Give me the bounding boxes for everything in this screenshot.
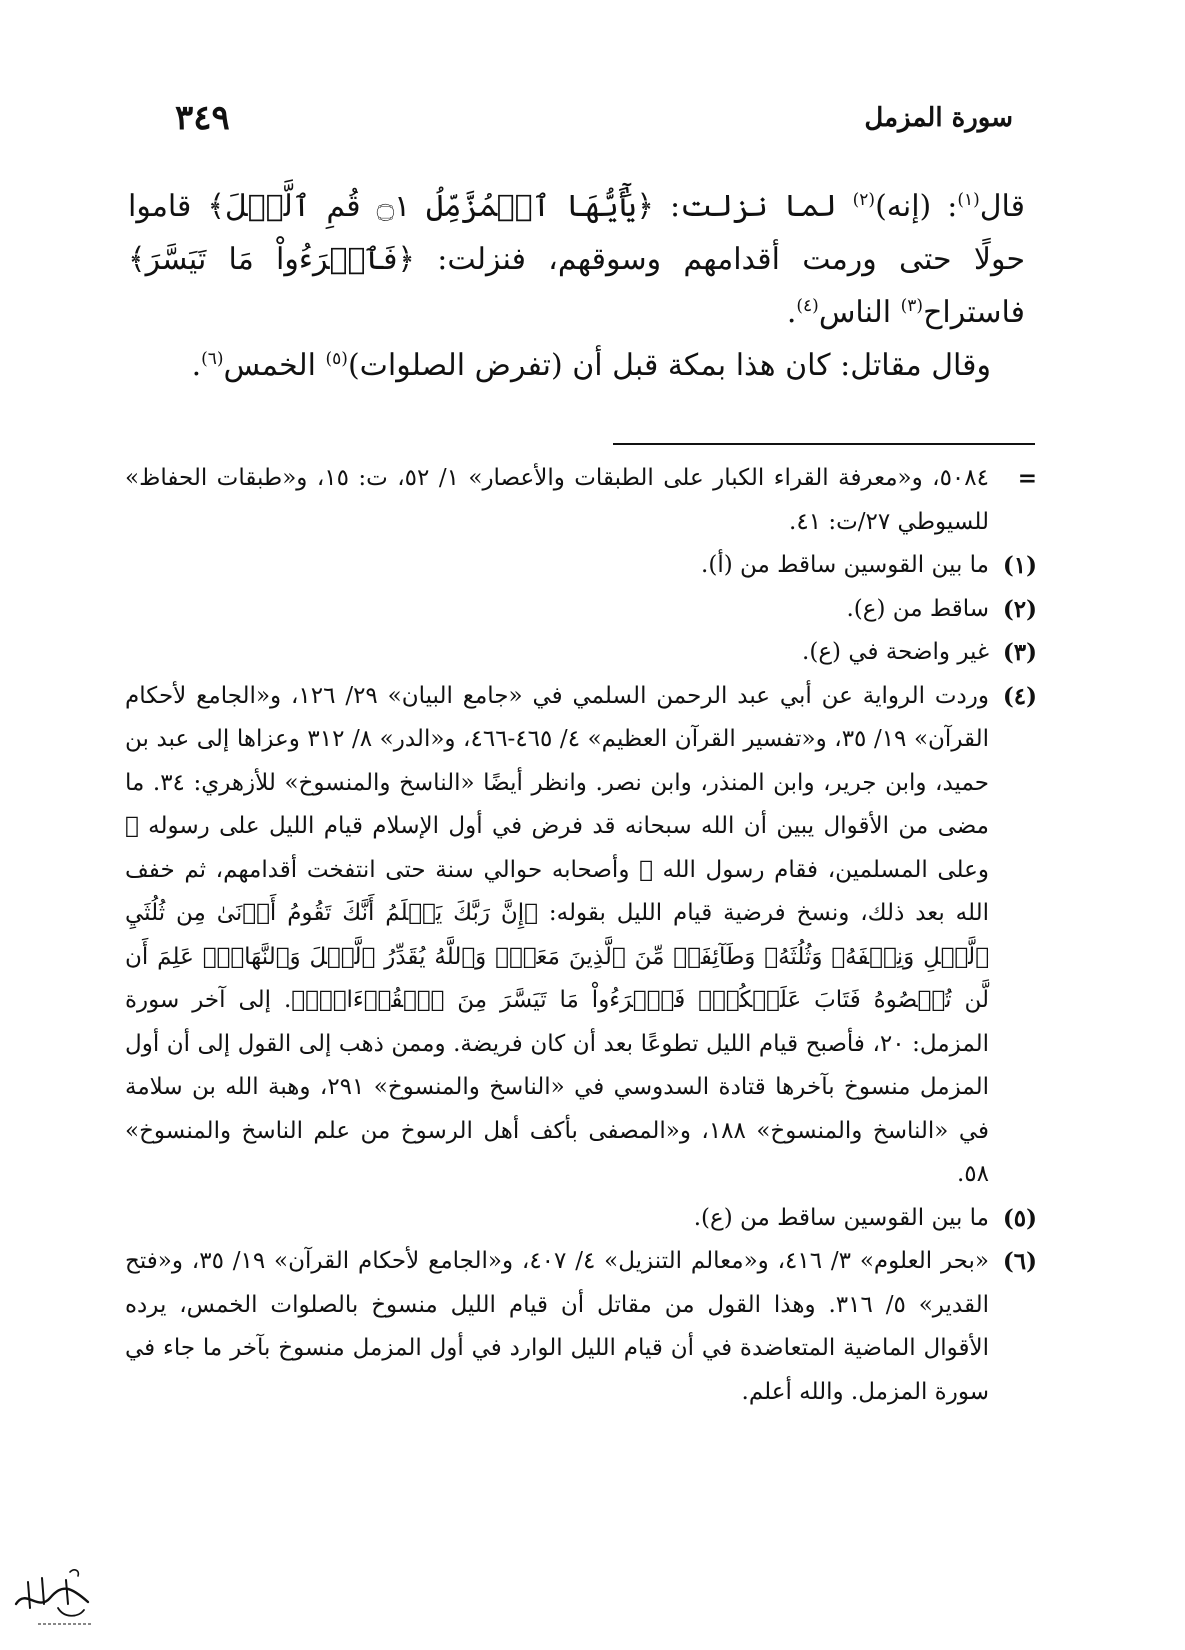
footnote-number: (٣) <box>1002 639 1037 666</box>
publisher-stamp-logo <box>8 1564 98 1632</box>
footnote-ref-5: (٥) <box>325 349 348 369</box>
footnote-text: ما بين القوسين ساقط من (أ). <box>701 552 989 578</box>
running-header <box>175 88 1013 148</box>
footnote-ref-1: (١) <box>957 190 980 210</box>
page-number: ٣٤٩ <box>175 98 230 138</box>
footnote-ref-3: (٣) <box>900 296 924 316</box>
quran-verse-2: ﴿فَٱقۡرَءُواْ مَا تَيَسَّرَ﴾ <box>128 242 415 277</box>
footnote-ref-2: (٢) <box>852 190 876 210</box>
main-text-run: فاستراح <box>923 295 1025 330</box>
main-text-run: الناس <box>818 295 901 330</box>
main-text-run: الخمس <box>223 348 326 383</box>
footnote-4 <box>125 675 1037 1197</box>
footnote-text: وردت الرواية عن أبي عبد الرحمن السلمي في «جامع البيان» ٢٩/ ١٢٦، و«الجامع لأحكام القرآن» ١٩/ ٣٥، و«تفسير القرآن العظيم» ٤/ ٤٦٥-٤٦٦، و«الدر» ٨/ ٣١٢ وعزاها إلى عبد بن حميد، وابن جرير، وابن المنذر، وابن نصر. وانظر أيضًا «الناسخ والمنسوخ» للأزهري: ٣٤. ما مضى من الأقوال يبين أن الله سبحانه قد فرض في أول الإسلام قيام الليل على رسوله ﷺ وعلى المسلمين، فقام رسول الله ﷺ وأصحابه حوالي سنة حتى انتفخت أقدامهم، ثم خفف الله بعد ذلك، ونسخ فرضية قيام الليل بقوله: ﴿إِنَّ رَبَّكَ يَعۡلَمُ أَنَّكَ تَقُومُ أَدۡنَىٰ مِن ثُلُثَيِ ٱلَّيۡلِ وَنِصۡفَهُۥ وَثُلُثَهُۥ وَطَآئِفَةٞ مِّنَ ٱلَّذِينَ مَعَكَۚ وَٱللَّهُ يُقَدِّرُ ٱلَّيۡلَ وَٱلنَّهَارَۚ عَلِمَ أَن لَّن تُحۡصُوهُ فَتَابَ عَلَيۡكُمۡۖ فَٱقۡرَءُواْ مَا تَيَسَّرَ مِنَ ٱلۡقُرۡءَانِۚ﴾. إلى آخر سورة المزمل: ٢٠، فأصبح قيام الليل تطوعًا بعد أن كان فريضة. وممن ذهب إلى القول إلى أن أول المزمل منسوخ بآخرها قتادة السدوسي في «الناسخ والمنسوخ» ٢٩١، وهبة الله بن سلامة في «الناسخ والمنسوخ» ١٨٨، و«المصفى بأكف أهل الرسوخ من علم الناسخ والمنسوخ» ٥٨. <box>125 682 990 1187</box>
footnote-ref-6: (٦) <box>201 349 224 369</box>
main-text-run: وقال مقاتل: كان هذا بمكة قبل أن (تفرض الصلوات) <box>347 348 991 383</box>
quran-verse-1: ﴿يَٰٓأَيُّهَا ٱلۡمُزَّمِّلُ ۝١ قُمِ ٱلَّيۡلَ﴾ <box>207 189 655 224</box>
footnote-text: ساقط من (ع). <box>846 595 989 622</box>
footnote-2 <box>125 588 1037 632</box>
footnote-separator <box>613 443 1035 445</box>
footnote-6 <box>125 1240 1037 1414</box>
main-text <box>128 180 1025 392</box>
footnote-text: ما بين القوسين ساقط من (ع). <box>693 1204 989 1231</box>
footnote-text: غير واضحة في (ع). <box>802 639 989 665</box>
footnote-text: «بحر العلوم» ٣/ ٤١٦، و«معالم التنزيل» ٤/ ٤٠٧، و«الجامع لأحكام القرآن» ١٩/ ٣٥، و«فتح القدير» ٥/ ٣١٦. وهذا القول من مقاتل أن قيام الليل منسوخ بالصلوات الخمس، يرده الأقوال الماضية المتعاضدة في أن قيام الليل الوارد في أول المزمل منسوخ بآخر ما جاء في سورة المزمل. والله أعلم. <box>125 1248 989 1405</box>
main-paragraph-2 <box>128 339 1025 392</box>
footnote-1 <box>125 544 1037 588</box>
main-text-run: . <box>191 348 202 383</box>
main-text-run: : (إنه) <box>875 189 958 224</box>
footnote-number: (١) <box>1002 552 1037 579</box>
main-text-run: . <box>786 295 797 330</box>
footnote-number: (٤) <box>1002 682 1037 710</box>
main-text-run: قاموا حولًا حتى ورمت أقدامهم وسوقهم، فنزلت: <box>128 189 1025 277</box>
footnote-continuation <box>125 457 1037 544</box>
footnote-text: ٥٠٨٤، و«معرفة القراء الكبار على الطبقات والأعصار» ١/ ٥٢، ت: ١٥، و«طبقات الحفاظ» للسيوطي ٢٧/ت: ٤١. <box>125 465 989 535</box>
main-text-run: قال <box>979 189 1026 224</box>
footnote-3 <box>125 631 1037 675</box>
footnote-number: (٢) <box>1002 595 1037 623</box>
footnote-5 <box>125 1197 1037 1241</box>
main-text-run: لما نزلت: <box>654 189 853 224</box>
footnote-number: (٦) <box>1002 1248 1037 1275</box>
running-title: سورة المزمل <box>864 103 1013 133</box>
footnote-ref-4: (٤) <box>796 296 819 316</box>
main-paragraph-1 <box>128 180 1025 339</box>
footnote-number: (٥) <box>1002 1204 1037 1232</box>
continuation-mark: = <box>1017 465 1037 492</box>
footnotes <box>125 457 1037 1414</box>
